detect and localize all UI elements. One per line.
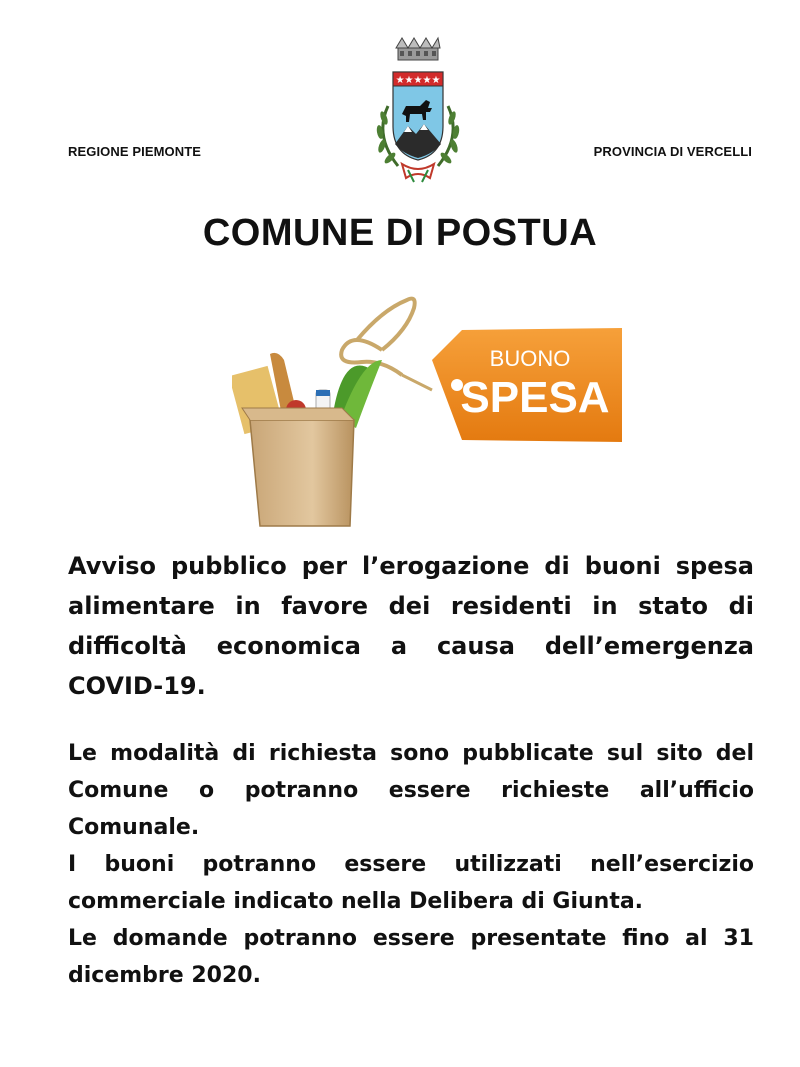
province-label: PROVINCIA DI VERCELLI: [593, 144, 752, 159]
notice-paragraph: I buoni potranno essere utilizzati nell’esercizio commerciale indicato nella Delibera di Giunta.: [68, 852, 754, 914]
notice-paragraph: Le modalità di richiesta sono pubblicate sul sito del Comune o potranno essere richieste all’ufficio Comunale.: [68, 741, 754, 840]
municipal-coat-of-arms-icon: [368, 36, 468, 186]
notice-main-text: Avviso pubblico per l’erogazione di buoni spesa alimentare in favore dei residenti in stato di difficoltà economica a causa dell’emergenza COVID-19.: [68, 552, 754, 700]
tag-line1: BUONO: [489, 346, 571, 371]
grocery-bag-with-price-tag-icon: [232, 290, 622, 530]
tag-line2: SPESA: [460, 373, 610, 422]
region-label: REGIONE PIEMONTE: [68, 144, 202, 159]
svg-text:★★★★★: ★★★★★: [395, 75, 441, 86]
notice-details: [68, 735, 754, 994]
notice-paragraph: Le domande potranno essere presentate fino al 31 dicembre 2020.: [68, 926, 754, 988]
page-title: COMUNE DI POSTUA: [202, 212, 598, 254]
